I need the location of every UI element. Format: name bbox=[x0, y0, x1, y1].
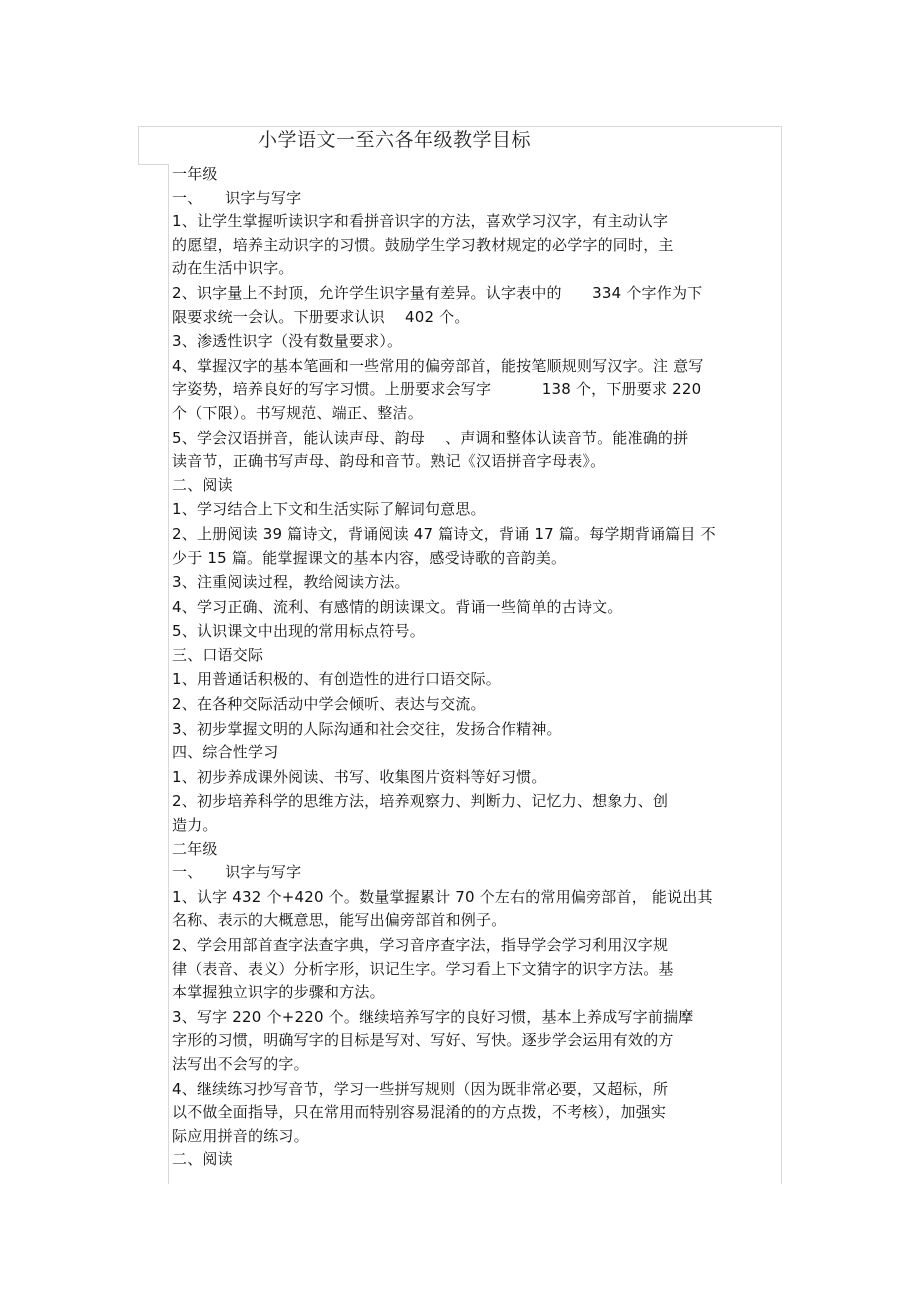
body-line: 4、学习正确、流利、有感情的朗读课文。背诵一些简单的古诗文。 bbox=[172, 597, 623, 616]
body-line: 1、用普通话积极的、有创造性的进行口语交际。 bbox=[172, 670, 501, 689]
body-line: 1、初步养成课外阅读、书写、收集图片资料等好习惯。 bbox=[172, 767, 547, 786]
grade-heading: 二年级 bbox=[172, 839, 218, 858]
body-line: 的愿望，培养主动识字的习惯。鼓励学生学习教材规定的必学字的同时，主 bbox=[172, 235, 674, 254]
body-line: 2、学会用部首查字法查字典，学习音序查字法，指导学会学习利用汉字规 bbox=[172, 936, 669, 954]
page-frame-left-upper bbox=[138, 126, 139, 164]
body-line: 个（下限）。书写规范、端正、整洁。 bbox=[172, 403, 423, 422]
page-frame-step bbox=[138, 164, 168, 165]
body-line: 4、掌握汉字的基本笔画和一些常用的偏旁部首，能按笔顺规则写汉字。注 意写 bbox=[172, 356, 704, 375]
body-line: 际应用拼音的练习。 bbox=[172, 1126, 309, 1145]
section-heading: 三、口语交际 bbox=[172, 645, 264, 664]
document-title: 小学语文一至六各年级教学目标 bbox=[258, 129, 532, 151]
section-heading: 二、阅读 bbox=[172, 1150, 233, 1169]
body-line: 限要求统一会认。下册要求认识 402 个。 bbox=[172, 307, 470, 326]
body-line: 2、初步培养科学的思维方法，培养观察力、判断力、记忆力、想象力、创 bbox=[172, 792, 669, 811]
body-line: 3、写字 220 个+220 个。继续培养写字的良好习惯，基本上养成写字前揣摩 bbox=[172, 1007, 694, 1026]
body-line: 本掌握独立识字的步骤和方法。 bbox=[172, 983, 385, 1002]
body-line: 以不做全面指导，只在常用而特别容易混淆的的方点拨，不考核），加强实 bbox=[172, 1103, 667, 1122]
section-heading: 一、 识字与写字 bbox=[172, 863, 302, 882]
document-body bbox=[172, 163, 778, 1172]
body-line: 字姿势，培养良好的写字习惯。上册要求会写字 138 个，下册要求 220 bbox=[172, 380, 702, 399]
body-line: 字形的习惯，明确写字的目标是写对、写好、写快。逐步学会运用有效的方 bbox=[172, 1031, 674, 1050]
body-line: 3、渗透性识字（没有数量要求）。 bbox=[172, 332, 403, 351]
body-line: 2、在各种交际活动中学会倾听、表达与交流。 bbox=[172, 695, 486, 714]
body-line: 3、初步掌握文明的人际沟通和社会交往，发扬合作精神。 bbox=[172, 719, 562, 738]
section-heading: 四、综合性学习 bbox=[172, 743, 279, 762]
body-line: 2、上册阅读 39 篇诗文，背诵阅读 47 篇诗文，背诵 17 篇。每学期背诵篇目 不 bbox=[172, 524, 716, 543]
body-line: 1、让学生掌握听读识字和看拼音识字的方法，喜欢学习汉字，有主动认字 bbox=[172, 212, 669, 231]
body-line: 3、注重阅读过程，教给阅读方法。 bbox=[172, 573, 410, 592]
section-heading: 一、 识字与写字 bbox=[172, 188, 302, 207]
body-line: 法写出不会写的字。 bbox=[172, 1054, 309, 1073]
body-line: 1、认字 432 个+420 个。数量掌握累计 70 个左右的常用偏旁部首， 能说出其 bbox=[172, 887, 713, 906]
body-line: 少于 15 篇。能掌握课文的基本内容，感受诗歌的音韵美。 bbox=[172, 548, 567, 567]
body-line: 动在生活中识字。 bbox=[172, 259, 294, 278]
page-frame-right bbox=[781, 126, 782, 1184]
body-line: 律（表音、表义）分析字形，识记生字。学习看上下文猜字的识字方法。基 bbox=[172, 959, 674, 978]
section-heading: 二、阅读 bbox=[172, 475, 233, 494]
body-line: 1、学习结合上下文和生活实际了解词句意思。 bbox=[172, 500, 486, 519]
body-line: 4、继续练习抄写音节，学习一些拼写规则（因为既非常必要，又超标，所 bbox=[172, 1079, 669, 1098]
body-line: 造力。 bbox=[172, 816, 218, 835]
page-frame-left-lower bbox=[168, 164, 169, 1184]
body-line: 5、学会汉语拼音，能认读声母、韵母 、声调和整体认读音节。能准确的拼 bbox=[172, 428, 689, 447]
body-line: 读音节，正确书写声母、韵母和音节。熟记《汉语拼音字母表》。 bbox=[172, 452, 606, 471]
body-line: 5、认识课文中出现的常用标点符号。 bbox=[172, 622, 425, 641]
grade-heading: 一年级 bbox=[172, 165, 218, 183]
body-line: 名称、表示的大概意思，能写出偏旁部首和例子。 bbox=[172, 911, 507, 930]
body-line: 2、识字量上不封顶，允许学生识字量有差异。认字表中的 334 个字作为下 bbox=[172, 283, 703, 302]
